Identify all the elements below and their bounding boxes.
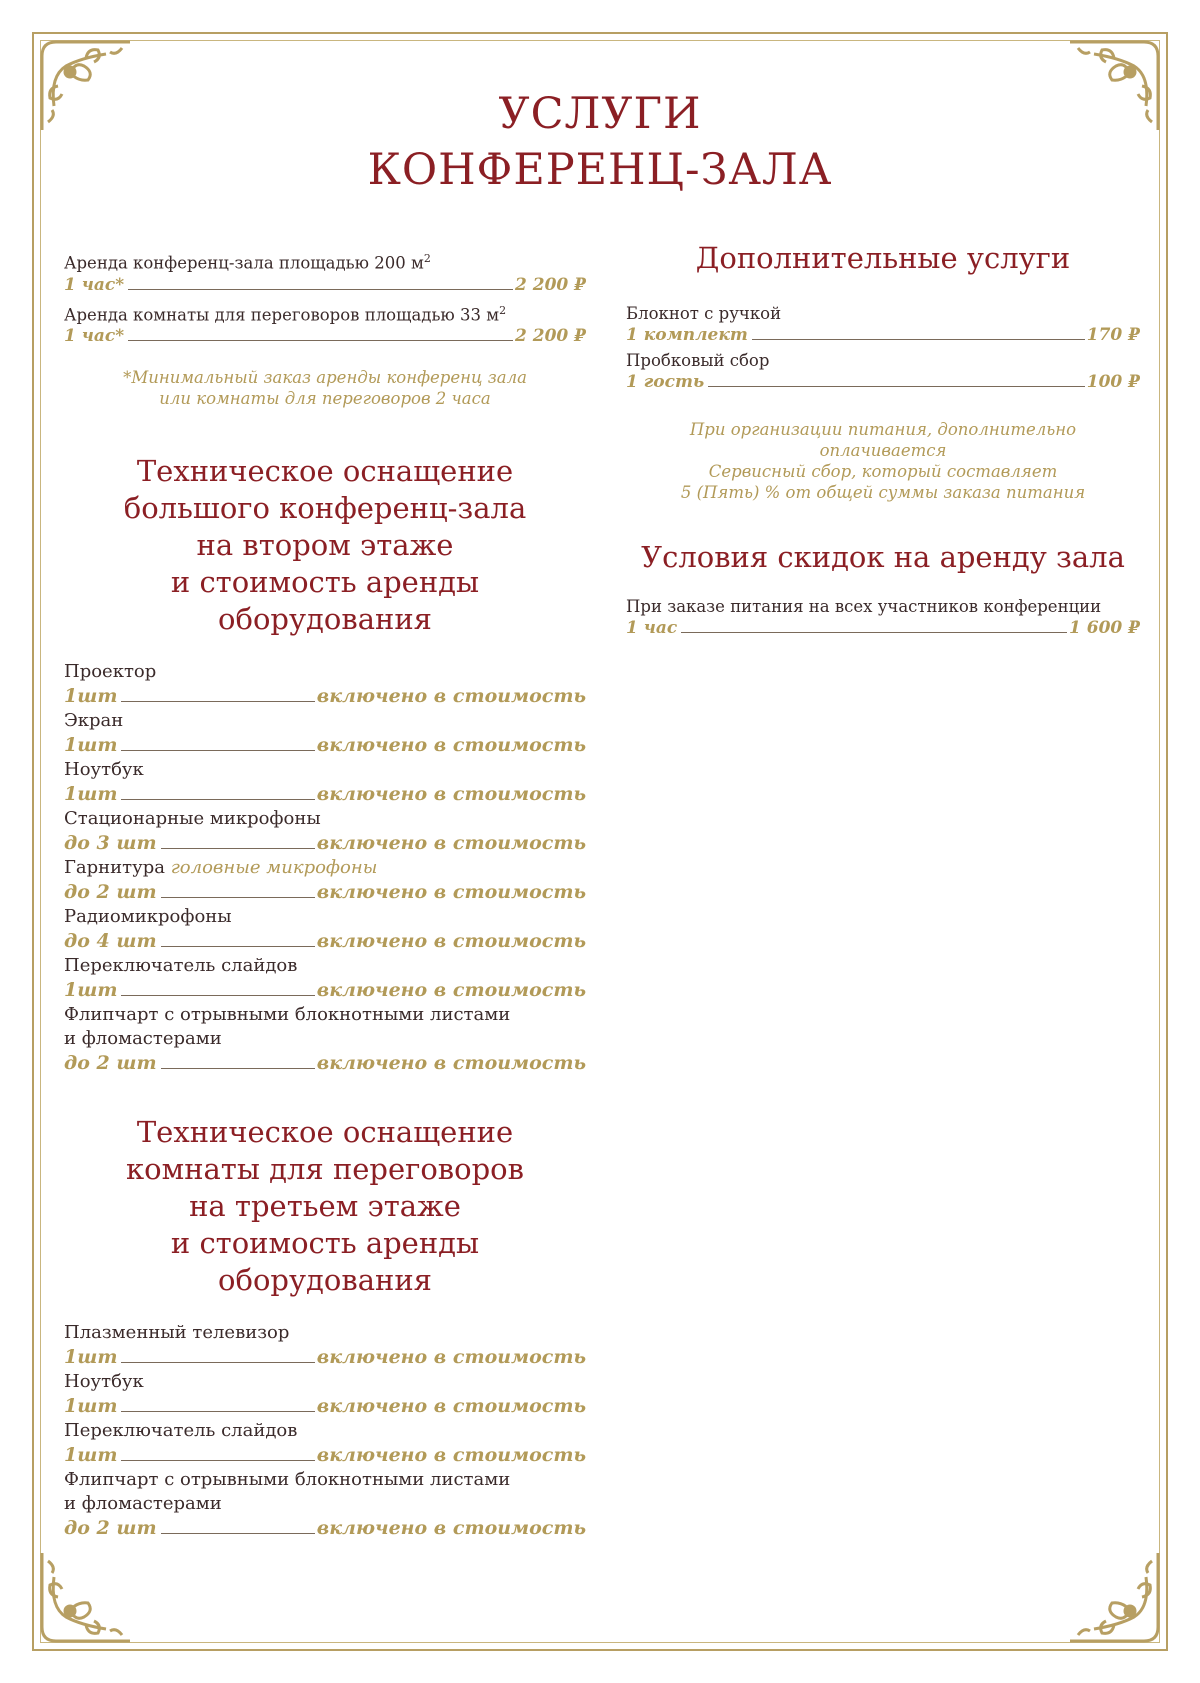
equipment-label: Плазменный телевизор [64, 1322, 290, 1343]
equipment-label: Экран [64, 710, 124, 731]
extra-list [626, 303, 1140, 393]
rental-item [64, 300, 586, 348]
equipment-item [64, 1468, 586, 1541]
rental-row [64, 275, 586, 296]
ornament-corner-icon [36, 1547, 136, 1647]
discount-item [626, 596, 1140, 639]
rental-unit: 1 час* [64, 274, 125, 295]
equipment-item [64, 954, 586, 1003]
equipment-row: до 2 шт включено в стоимость [64, 881, 586, 903]
leader-line [128, 289, 513, 290]
equipment-item [64, 856, 586, 905]
equipment-label: Радиомикрофоны [64, 906, 232, 927]
equipment-label: Гарнитура головные микрофоны [64, 857, 378, 878]
tech-big-heading: Техническое оснащение большого конференц-зала на втором этаже и стоимость аренды оборудования [123, 454, 527, 636]
equipment-label: Переключатель слайдов [64, 1420, 298, 1441]
equipment-item [64, 1370, 586, 1419]
equipment-item [64, 758, 586, 807]
equipment-label: Флипчарт с отрывными блокнотными листами и фломастерами [64, 1004, 511, 1049]
extra-note: При организации питания, дополнительно оплачивается Сервисный сбор, который составляет 5 (Пять) % от общей суммы заказа питания [680, 420, 1086, 502]
left-column [64, 248, 586, 1541]
page-title [0, 86, 1200, 198]
tech-room-heading: Техническое оснащение комнаты для переговоров на третьем этаже и стоимость аренды оборудования [126, 1115, 524, 1297]
equipment-row: 1шт включено в стоимость [64, 783, 586, 805]
tech-room-list [64, 1321, 586, 1541]
extra-heading: Дополнительные услуги [695, 241, 1071, 275]
rental-price: 2 200 ₽ [515, 274, 586, 295]
extra-row: 1 комплект 170 ₽ [626, 325, 1140, 345]
rental-label: Аренда конференц-зала площадью 200 $м^2$ [64, 252, 431, 273]
equipment-row: 1шт включено в стоимость [64, 1395, 586, 1417]
equipment-item [64, 807, 586, 856]
equipment-item [64, 1003, 586, 1076]
rental-label: Аренда комнаты для переговоров площадью 33 $м^2$ [64, 303, 507, 324]
discount-label: При заказе питания на всех участников конференции [626, 597, 1102, 616]
page-title-line1: УСЛУГИ [498, 89, 702, 139]
extra-item [626, 303, 1140, 346]
equipment-item [64, 905, 586, 954]
equipment-row: 1шт включено в стоимость [64, 1444, 586, 1466]
rental-note: *Минимальный заказ аренды конференц зала или комнаты для переговоров 2 часа [123, 368, 527, 408]
equipment-row: 1шт включено в стоимость [64, 979, 586, 1001]
equipment-row: 1шт включено в стоимость [64, 734, 586, 756]
equipment-label: Флипчарт с отрывными блокнотными листами и фломастерами [64, 1469, 511, 1514]
extra-label: Пробковый сбор [626, 351, 770, 370]
equipment-label: Проектор [64, 661, 157, 682]
discount-row: 1 час 1 600 ₽ [626, 618, 1140, 638]
tech-big-list [64, 660, 586, 1076]
equipment-row: 1шт включено в стоимость [64, 1346, 586, 1368]
rental-row [64, 326, 586, 347]
equipment-label: Переключатель слайдов [64, 955, 298, 976]
equipment-item [64, 709, 586, 758]
leader-line [128, 340, 513, 341]
equipment-row: 1шт включено в стоимость [64, 685, 586, 707]
extra-row: 1 гость 100 ₽ [626, 372, 1140, 392]
equipment-row: до 4 шт включено в стоимость [64, 930, 586, 952]
equipment-row: до 3 шт включено в стоимость [64, 832, 586, 854]
equipment-item [64, 1419, 586, 1468]
rental-item [64, 248, 586, 296]
right-column [626, 240, 1140, 639]
ornament-corner-icon [1064, 1547, 1164, 1647]
rental-unit: 1 час* [64, 326, 125, 346]
equipment-label: Ноутбук [64, 759, 144, 780]
equipment-row: до 2 шт включено в стоимость [64, 1517, 586, 1539]
discount-heading: Условия скидок на аренду зала [641, 540, 1125, 574]
extra-item [626, 350, 1140, 393]
equipment-item [64, 1321, 586, 1370]
equipment-label: Стационарные микрофоны [64, 808, 321, 829]
page-title-line2: КОНФЕРЕНЦ-ЗАЛА [367, 145, 833, 195]
equipment-item [64, 660, 586, 709]
rental-price: 2 200 ₽ [515, 326, 586, 346]
equipment-row: до 2 шт включено в стоимость [64, 1052, 586, 1074]
equipment-label: Ноутбук [64, 1371, 144, 1392]
extra-label: Блокнот с ручкой [626, 304, 782, 323]
